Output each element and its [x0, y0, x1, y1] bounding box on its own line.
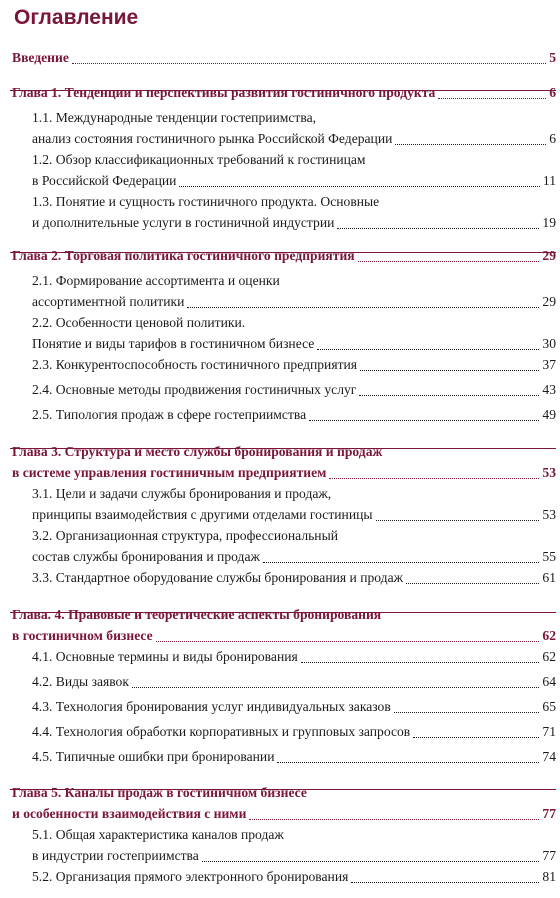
dot-leader — [394, 712, 539, 713]
toc-entry-title: 2.2. Особенности ценовой политики. — [32, 315, 246, 330]
toc-page-number: 30 — [542, 336, 556, 351]
toc-entry-title: 4.4. Технология обработки корпоративных и групповых запросов — [32, 724, 411, 739]
dot-leader — [309, 420, 539, 421]
toc-section-entry[interactable] — [0, 697, 560, 718]
toc-section-entry[interactable] — [0, 825, 560, 867]
toc-page-number: 43 — [542, 382, 556, 397]
toc-section-entry[interactable] — [0, 568, 560, 589]
toc-page-number: 62 — [542, 628, 556, 643]
toc-entry-title: 1.2. Обзор классификационных требований к гостиницам — [32, 152, 366, 167]
toc-section-entry[interactable] — [0, 380, 560, 401]
toc-entry-title: 4.2. Виды заявок — [32, 674, 129, 689]
toc-section-entry[interactable] — [0, 484, 560, 526]
toc-section-entry[interactable] — [0, 526, 560, 568]
toc-entry-title: ассортиментной политики — [32, 294, 185, 309]
toc-page-number: 74 — [542, 749, 556, 764]
dot-leader — [376, 520, 539, 521]
toc-page-number: 6 — [549, 85, 556, 100]
toc-page-number: 62 — [542, 649, 556, 664]
toc-page-number: 29 — [542, 248, 556, 263]
toc-entry-title: 4.5. Типичные ошибки при бронировании — [32, 749, 275, 764]
toc-entry-title: 1.3. Понятие и сущность гостиничного продукта. Основные — [32, 194, 380, 209]
toc-page-number: 81 — [542, 869, 556, 884]
dot-leader — [202, 861, 539, 862]
toc-section-entry[interactable] — [0, 150, 560, 192]
toc-entry-title: и особенности взаимодействия с ними — [12, 806, 247, 821]
dot-leader — [395, 144, 546, 145]
toc-section-entry[interactable] — [0, 867, 560, 888]
toc-entry-title: принципы взаимодействия с другими отделами гостиницы — [32, 507, 373, 522]
toc-entry-title: и дополнительные услуги в гостиничной индустрии — [32, 215, 335, 230]
dot-leader — [263, 562, 539, 563]
dot-leader — [360, 370, 539, 371]
toc-entry-title: 5.2. Организация прямого электронного бронирования — [32, 869, 349, 884]
toc-chapter-entry[interactable] — [0, 783, 560, 825]
dot-leader — [359, 395, 539, 396]
toc-entry-title: в Российской Федерации — [32, 173, 177, 188]
toc-chapter-entry[interactable] — [0, 48, 560, 69]
toc-entry-title: 1.1. Международные тенденции гостеприимства, — [32, 110, 317, 125]
toc-entry-title: состав службы бронирования и продаж — [32, 549, 260, 564]
toc-page-number: 77 — [542, 806, 556, 821]
page-title: Оглавление — [14, 6, 139, 29]
toc-page-number: 19 — [542, 215, 556, 230]
toc-chapter-entry[interactable] — [0, 442, 560, 484]
dot-leader — [179, 186, 540, 187]
toc-entry-title: 3.2. Организационная структура, профессиональный — [32, 528, 338, 543]
toc-section-entry[interactable] — [0, 313, 560, 355]
toc-entry-title: 4.3. Технология бронирования услуг индивидуальных заказов — [32, 699, 391, 714]
toc-page-number: 64 — [542, 674, 556, 689]
dot-leader — [337, 228, 539, 229]
toc-page-number: 37 — [542, 357, 556, 372]
dot-leader — [132, 687, 539, 688]
dot-leader — [317, 349, 539, 350]
toc-entry-title: 5.1. Общая характеристика каналов продаж — [32, 827, 284, 842]
toc-section-entry[interactable] — [0, 108, 560, 150]
toc-page-number: 61 — [542, 570, 556, 585]
dot-leader — [187, 307, 539, 308]
toc-entry-title: 4.1. Основные термины и виды бронирования — [32, 649, 298, 664]
toc-page-number: 29 — [542, 294, 556, 309]
dot-leader — [438, 98, 546, 99]
toc-entry-title: Глава 2. Торговая политика гостиничного предприятия — [12, 248, 355, 263]
toc-chapter-entry[interactable] — [0, 83, 560, 104]
toc-page-number: 53 — [542, 465, 556, 480]
toc-section-entry[interactable] — [0, 722, 560, 743]
toc-entry-title: в системе управления гостиничным предприятием — [12, 465, 327, 480]
toc-entry-title: Глава 5. Каналы продаж в гостиничном бизнесе — [12, 785, 307, 800]
toc-page-number: 5 — [549, 50, 556, 65]
toc-page-number: 53 — [542, 507, 556, 522]
toc-page-number: 11 — [542, 173, 556, 188]
toc-entry-title: Введение — [12, 50, 69, 65]
toc-entry-title: 2.4. Основные методы продвижения гостиничных услуг — [32, 382, 357, 397]
toc-entry-title: 2.1. Формирование ассортимента и оценки — [32, 273, 280, 288]
toc-page-number: 49 — [542, 407, 556, 422]
toc-page-number: 6 — [549, 131, 556, 146]
toc-entry-title: 2.3. Конкурентоспособность гостиничного предприятия — [32, 357, 358, 372]
dot-leader — [358, 261, 539, 262]
toc-entry-title: Глава 3. Структура и место службы бронирования и продаж — [12, 444, 383, 459]
dot-leader — [72, 63, 546, 64]
toc-entry-title: Понятие и виды тарифов в гостиничном бизнесе — [32, 336, 315, 351]
toc-section-entry[interactable] — [0, 271, 560, 313]
dot-leader — [329, 478, 539, 479]
toc-section-entry[interactable] — [0, 747, 560, 768]
dot-leader — [301, 662, 539, 663]
dot-leader — [413, 737, 539, 738]
dot-leader — [249, 819, 539, 820]
toc-page-number: 71 — [542, 724, 556, 739]
toc-section-entry[interactable] — [0, 355, 560, 376]
toc-entry-title: в индустрии гостеприимства — [32, 848, 199, 863]
toc-page-number: 65 — [542, 699, 556, 714]
toc-entry-title: 2.5. Типология продаж в сфере гостеприимства — [32, 407, 307, 422]
toc-section-entry[interactable] — [0, 647, 560, 668]
toc-entry-title: анализ состояния гостиничного рынка Российской Федерации — [32, 131, 393, 146]
toc-chapter-entry[interactable] — [0, 605, 560, 647]
toc-entry-title: Глава 1. Тенденции и перспективы развития гостиничного продукта — [12, 85, 436, 100]
toc-entry-title: 3.3. Стандартное оборудование службы бронирования и продаж — [32, 570, 404, 585]
dot-leader — [406, 583, 539, 584]
dot-leader — [277, 762, 539, 763]
dot-leader — [351, 882, 539, 883]
toc-page-number: 55 — [542, 549, 556, 564]
toc-entry-title: Глава. 4. Правовые и теоретические аспекты бронирования — [12, 607, 382, 622]
dot-leader — [156, 641, 539, 642]
toc-page-number: 77 — [542, 848, 556, 863]
toc-entry-title: 3.1. Цели и задачи службы бронирования и продаж, — [32, 486, 332, 501]
toc-section-entry[interactable] — [0, 405, 560, 426]
toc-section-entry[interactable] — [0, 672, 560, 693]
toc-chapter-entry[interactable] — [0, 246, 560, 267]
toc-entry-title: в гостиничном бизнесе — [12, 628, 153, 643]
toc-section-entry[interactable] — [0, 192, 560, 234]
